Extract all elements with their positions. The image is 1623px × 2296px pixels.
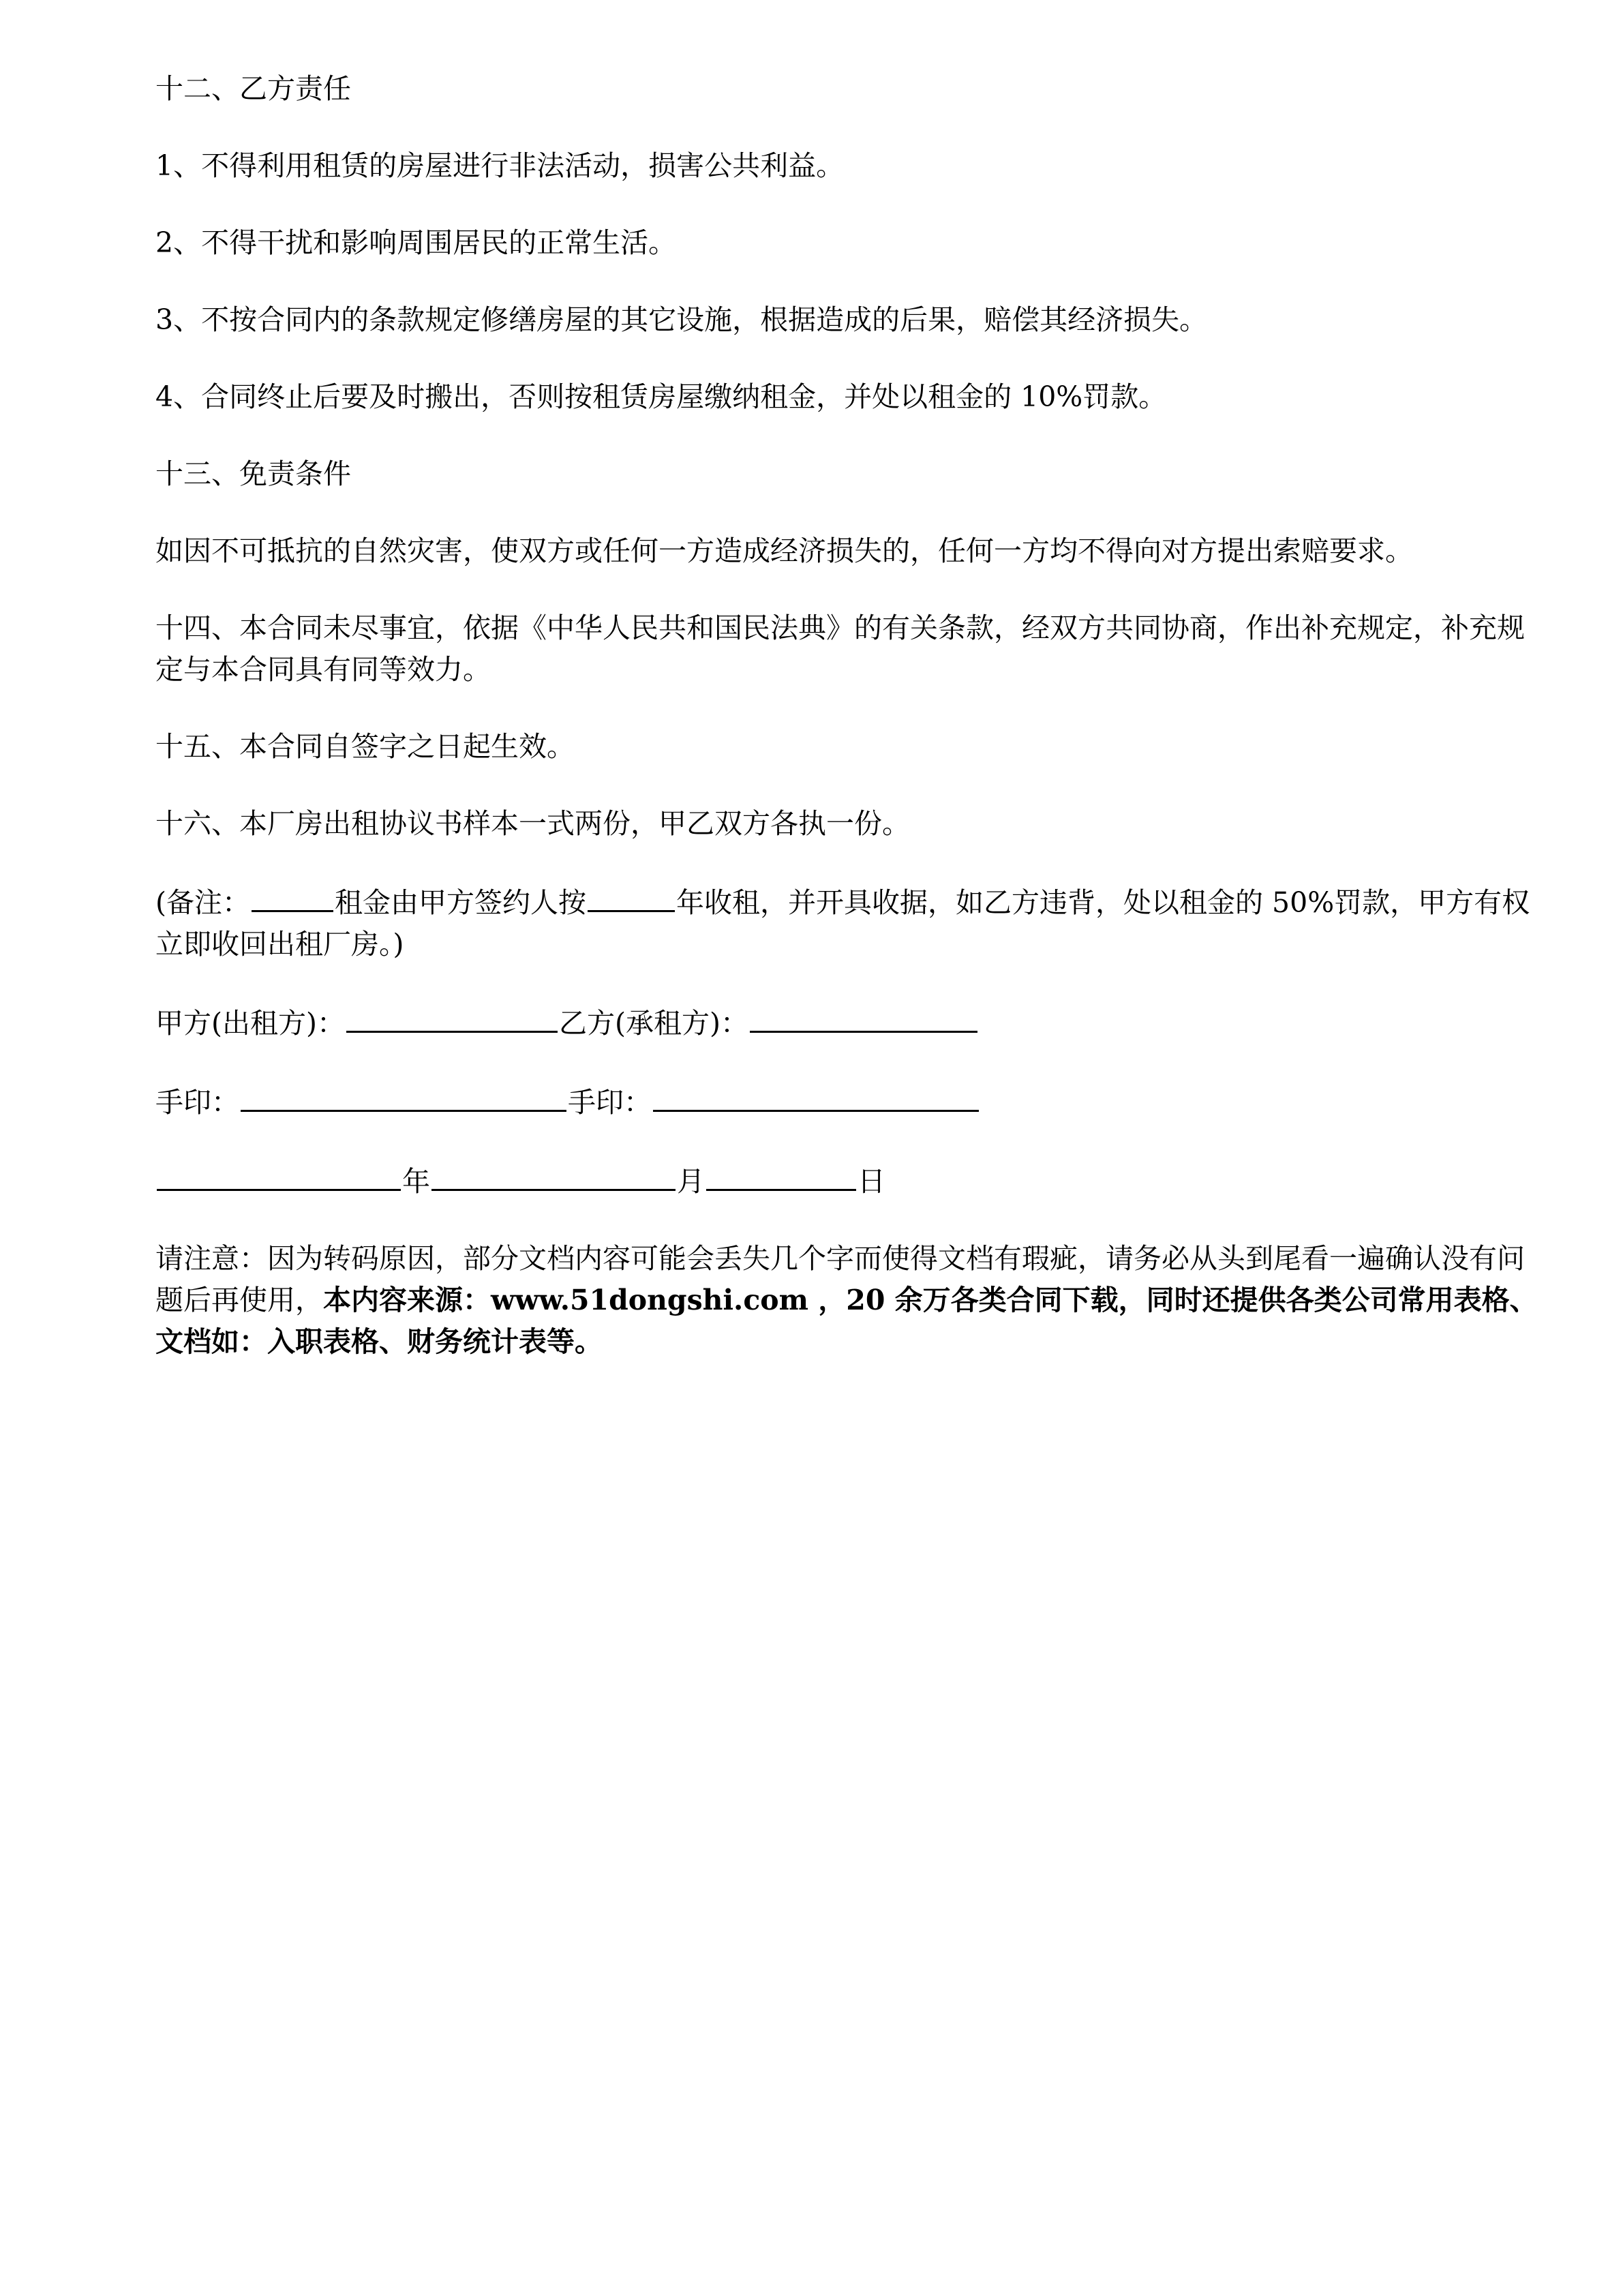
party-a-label: 甲方(出租方)： — [155, 1007, 345, 1040]
section-16-text: 十六、本厂房出租协议书样本一式两份，甲乙双方各执一份。 — [155, 807, 910, 840]
seal-label-a: 手印： — [155, 1086, 239, 1119]
seal-b-blank[interactable] — [653, 1080, 979, 1112]
party-signature-line — [155, 1001, 1539, 1044]
notice-paragraph — [155, 1238, 1539, 1363]
section-12-item-2: 2、不得干扰和影响周围居民的正常生活。 — [155, 226, 677, 259]
section-15-text: 十五、本合同自签字之日起生效。 — [155, 730, 575, 763]
seal-signature-line — [155, 1080, 1539, 1123]
month-blank[interactable] — [431, 1159, 676, 1191]
section-14-text: 十四、本合同未尽事宜，依据《中华人民共和国民法典》的有关条款，经双方共同协商，作出补充规定，补充规定与本合同具有同等效力。 — [155, 611, 1525, 686]
party-b-blank[interactable] — [750, 1001, 977, 1033]
party-b-label: 乙方(承租方)： — [559, 1007, 748, 1040]
remark-blank-2[interactable] — [588, 880, 675, 912]
remark-part-1: (备注： — [155, 886, 250, 919]
remark-paragraph — [155, 880, 1539, 965]
remark-blank-1[interactable] — [252, 880, 333, 912]
day-label: 日 — [858, 1165, 885, 1198]
section-13-title: 十三、免责条件 — [155, 457, 351, 490]
month-label: 月 — [677, 1165, 705, 1198]
notice-normal-text: 请注意：因为转码原因，部分文档内容可能会丢失几个字而使得文档有瑕疵，请务必从头到尾看一遍确认没有问题后再使用， — [155, 1242, 1525, 1316]
date-line — [155, 1159, 1539, 1203]
year-blank[interactable] — [157, 1159, 401, 1191]
section-12-title: 十二、乙方责任 — [155, 72, 351, 105]
section-13-text: 如因不可抵抗的自然灾害，使双方或任何一方造成经济损失的，任何一方均不得向对方提出索赔要求。 — [155, 534, 1413, 567]
section-12-item-4: 4、合同终止后要及时搬出，否则按租赁房屋缴纳租金，并处以租金的 10%罚款。 — [155, 380, 1167, 413]
section-12-item-1: 1、不得利用租赁的房屋进行非法活动，损害公共利益。 — [155, 149, 845, 182]
seal-a-blank[interactable] — [241, 1080, 566, 1112]
remark-part-3: 年收租，并开具收据，如乙方违背，处以租金的 50%罚款，甲方有权立即收回出租厂房。) — [155, 886, 1530, 961]
notice-source-text: 本内容来源：www.51dongshi.com ，20 余万各类合同下载，同时还提供各类公司常用表格、文档如：入职表格、财务统计表等。 — [155, 1284, 1538, 1358]
party-a-blank[interactable] — [346, 1001, 558, 1033]
document-body — [155, 68, 1539, 1398]
remark-part-2: 租金由甲方签约人按 — [335, 886, 586, 919]
day-blank[interactable] — [706, 1159, 856, 1191]
section-12-item-3: 3、不按合同内的条款规定修缮房屋的其它设施，根据造成的后果，赔偿其经济损失。 — [155, 303, 1208, 336]
year-label: 年 — [402, 1165, 430, 1198]
seal-label-b: 手印： — [568, 1086, 652, 1119]
